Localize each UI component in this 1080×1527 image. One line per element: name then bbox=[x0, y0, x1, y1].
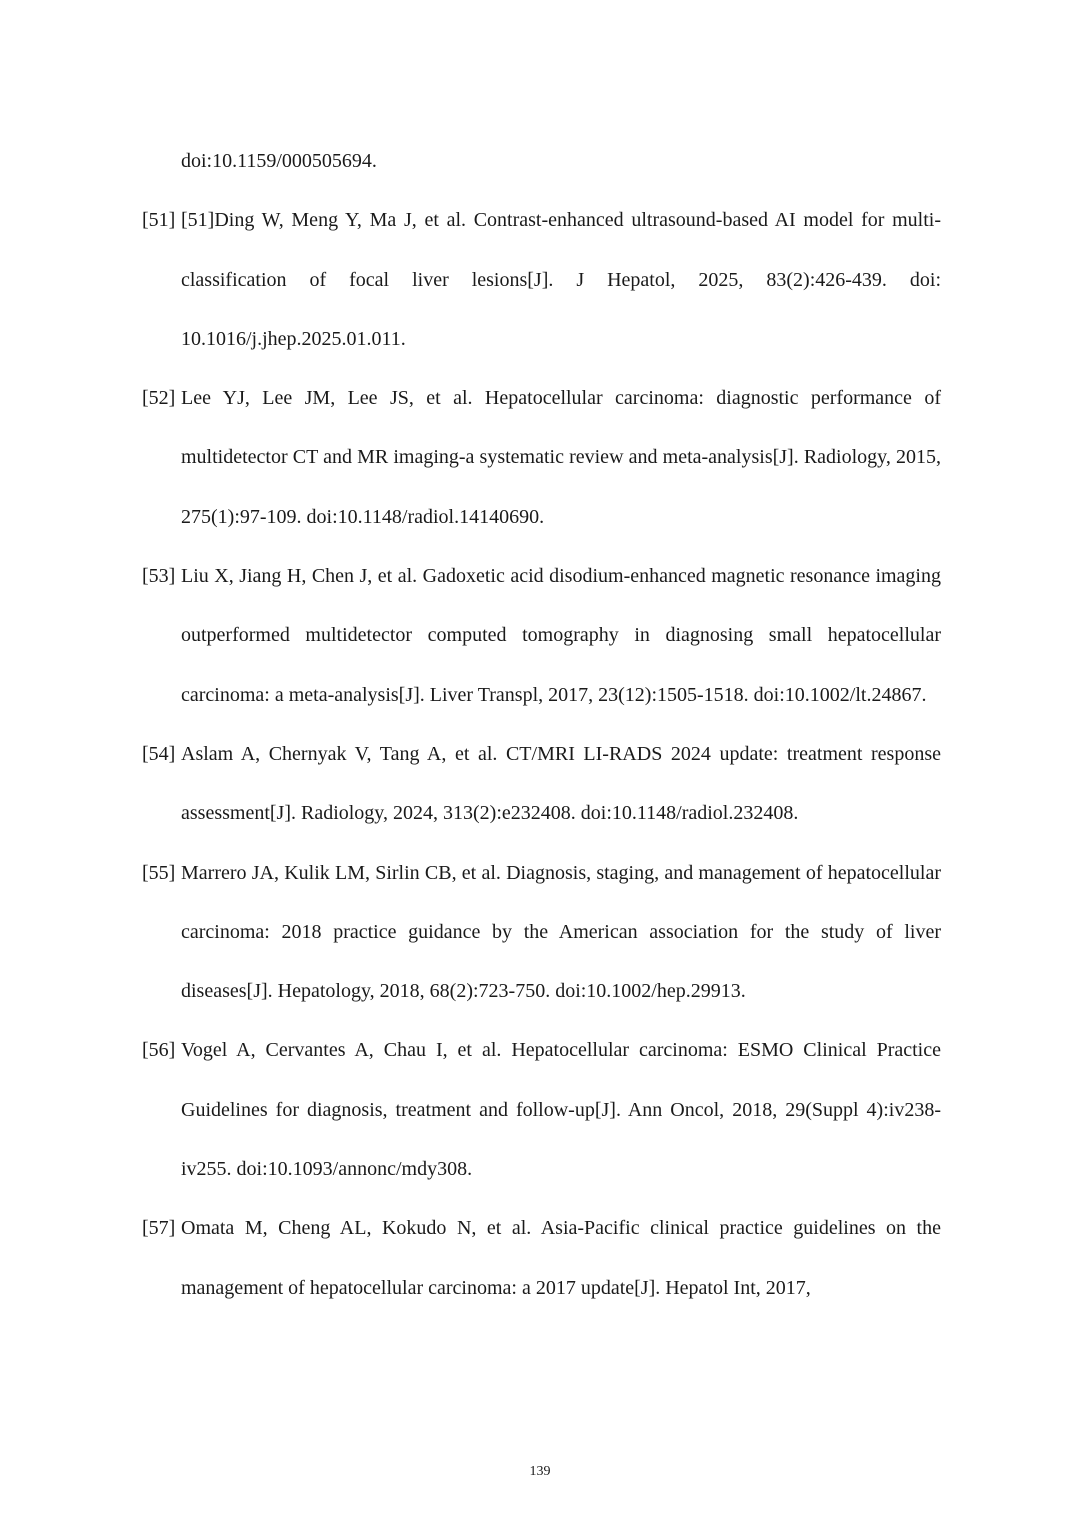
reference-continuation: doi:10.1159/000505694. bbox=[181, 150, 377, 172]
reference-text: Lee YJ, Lee JM, Lee JS, et al. Hepatocellular carcinoma: diagnostic performance of multidetector CT and MR imaging-a systematic review and meta-analysis[J]. Radiology, 2015, 275(1):97-109. doi:10.1148/radiol.14140690. bbox=[181, 387, 941, 528]
reference-number: [55] bbox=[142, 861, 176, 884]
reference-text: [51]Ding W, Meng Y, Ma J, et al. Contrast-enhanced ultrasound-based AI model for multi-classification of focal liver lesions[J]. J Hepatol, 2025, 83(2):426-439. doi: 10.1016/j.jhep.2025.01.011. bbox=[181, 209, 941, 350]
reference-item-54 bbox=[142, 725, 941, 844]
reference-number: [51] bbox=[142, 209, 176, 232]
reference-text: Vogel A, Cervantes A, Chau I, et al. Hepatocellular carcinoma: ESMO Clinical Practice Guidelines for diagnosis, treatment and follow-up[J]. Ann Oncol, 2018, 29(Suppl 4):iv238-iv255. doi:10.1093/annonc/mdy308. bbox=[181, 1039, 941, 1181]
reference-text: Aslam A, Chernyak V, Tang A, et al. CT/MRI LI-RADS 2024 update: treatment response assessment[J]. Radiology, 2024, 313(2):e232408. doi:10.1148/radiol.232408. bbox=[181, 742, 941, 825]
reference-text: Liu X, Jiang H, Chen J, et al. Gadoxetic acid disodium-enhanced magnetic resonance imaging outperformed multidetector computed tomography in diagnosing small hepatocellular carcinoma: a meta-analysis[J]. Liver Transpl, 2017, 23(12):1505-1518. doi:10.1002/lt.24867. bbox=[181, 565, 941, 706]
reference-item-56 bbox=[142, 1021, 941, 1199]
reference-number: [54] bbox=[142, 742, 176, 765]
reference-item-57 bbox=[142, 1199, 941, 1318]
reference-number: [53] bbox=[142, 565, 176, 588]
reference-text: Omata M, Cheng AL, Kokudo N, et al. Asia-Pacific clinical practice guidelines on the management of hepatocellular carcinoma: a 2017 update[J]. Hepatol Int, 2017, bbox=[181, 1217, 941, 1299]
reference-list bbox=[142, 132, 941, 1318]
page-number: 139 bbox=[529, 1464, 551, 1479]
reference-number: [56] bbox=[142, 1039, 176, 1062]
reference-item-51 bbox=[142, 191, 941, 369]
reference-number: [52] bbox=[142, 387, 176, 410]
reference-number: [57] bbox=[142, 1217, 176, 1240]
reference-text: Marrero JA, Kulik LM, Sirlin CB, et al. Diagnosis, staging, and management of hepatocellular carcinoma: 2018 practice guidance by the American association for the study of liver diseases[J]. Hepatology, 2018, 68(2):723-750. doi:10.1002/hep.29913. bbox=[181, 861, 941, 1003]
reference-item-52 bbox=[142, 369, 941, 547]
reference-item-53 bbox=[142, 547, 941, 725]
reference-item-55 bbox=[142, 844, 941, 1022]
